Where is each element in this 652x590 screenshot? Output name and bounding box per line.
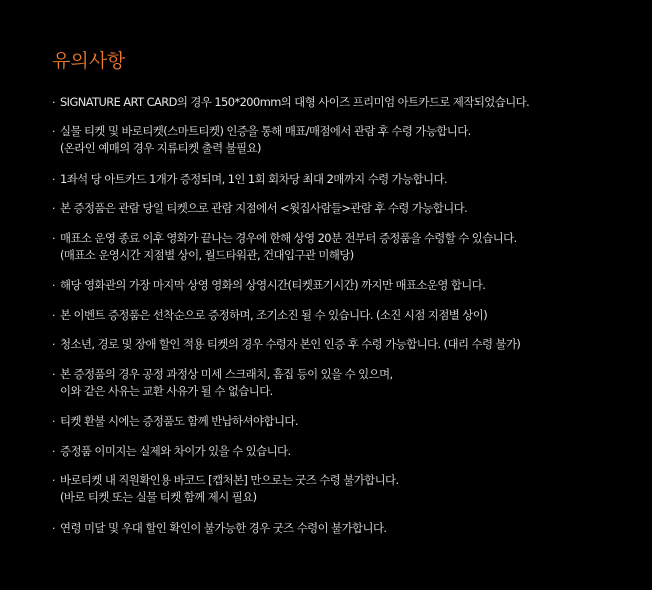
notice-item-subtext: 이와 같은 사유는 교환 사유가 될 수 없습니다. xyxy=(60,384,273,398)
notice-item xyxy=(52,230,642,264)
notice-item xyxy=(52,171,642,188)
notice-item-text: 본 이벤트 증정품은 선착순으로 증정하며, 조기소진 될 수 있습니다. (소진 시점 지점별 상이) xyxy=(60,308,488,322)
notice-item-text: 청소년, 경로 및 장애 할인 적용 티켓의 경우 수령자 본인 인증 후 수령 가능합니다. (대리 수령 불가) xyxy=(60,337,521,351)
notice-item-text: 연령 미달 및 우대 할인 확인이 불가능한 경우 굿즈 수령이 불가합니다. xyxy=(60,521,387,535)
bullet-icon: · xyxy=(52,96,55,109)
notice-item xyxy=(52,123,642,157)
notice-item-text: 본 증정품은 관람 당일 티켓으로 관람 지점에서 <윗집사람들>관람 후 수령 가능합니다. xyxy=(60,201,468,215)
notice-item-subtext: (바로 티켓 또는 실물 티켓 함께 제시 필요) xyxy=(60,490,257,504)
bullet-icon: · xyxy=(52,368,55,381)
notice-item xyxy=(52,277,642,294)
bullet-icon: · xyxy=(52,474,55,487)
notice-item xyxy=(52,520,642,537)
bullet-icon: · xyxy=(52,415,55,428)
notice-item-text: 해당 영화관의 가장 마지막 상영 영화의 상영시간(티켓표기시간) 까지만 매표소운영 합니다. xyxy=(60,278,486,292)
bullet-icon: · xyxy=(52,202,55,215)
notice-item-text: 본 증정품의 경우 공정 과정상 미세 스크래치, 흠집 등이 있을 수 있으며, xyxy=(60,367,393,381)
bullet-icon: · xyxy=(52,232,55,245)
notice-item xyxy=(52,336,642,353)
notice-item-text: 바로티켓 내 직원확인용 바코드 [캡처본] 만으로는 굿즈 수령 불가합니다. xyxy=(60,473,399,487)
bullet-icon: · xyxy=(52,309,55,322)
bullet-icon: · xyxy=(52,125,55,138)
notice-item xyxy=(52,200,642,217)
notice-item-text: SIGNATURE ART CARD의 경우 150*200mm의 대형 사이즈 프리미엄 아트카드로 제작되었습니다. xyxy=(60,95,530,109)
notice-item-text: 1좌석 당 아트카드 1개가 증정되며, 1인 1회 회차당 최대 2매까지 수령 가능합니다. xyxy=(60,172,448,186)
notice-item xyxy=(52,413,642,430)
notice-item-text: 매표소 운영 종료 이후 영화가 끝나는 경우에 한해 상영 20분 전부터 증정품을 수령할 수 있습니다. xyxy=(60,231,517,245)
bullet-icon: · xyxy=(52,338,55,351)
notice-title: 유의사항 xyxy=(52,50,126,72)
notice-item xyxy=(52,472,642,506)
notice-item-text: 증정품 이미지는 실제와 차이가 있을 수 있습니다. xyxy=(60,444,291,458)
notice-item xyxy=(52,366,642,400)
bullet-icon: · xyxy=(52,279,55,292)
notice-item-text: 티켓 환불 시에는 증정품도 함께 반납하셔야합니다. xyxy=(60,414,298,428)
notice-item xyxy=(52,443,642,460)
notice-item xyxy=(52,94,642,111)
bullet-icon: · xyxy=(52,445,55,458)
notice-item xyxy=(52,307,642,324)
notice-item-subtext: (온라인 예매의 경우 지류티켓 출력 불필요) xyxy=(60,141,261,155)
notice-item-subtext: (매표소 운영시간 지점별 상이, 월드타워관, 건대입구관 미해당) xyxy=(60,248,354,262)
notice-item-text: 실물 티켓 및 바로티켓(스마트티켓) 인증을 통해 매표/매점에서 관람 후 수령 가능합니다. xyxy=(60,124,471,138)
bullet-icon: · xyxy=(52,173,55,186)
bullet-icon: · xyxy=(52,522,55,535)
